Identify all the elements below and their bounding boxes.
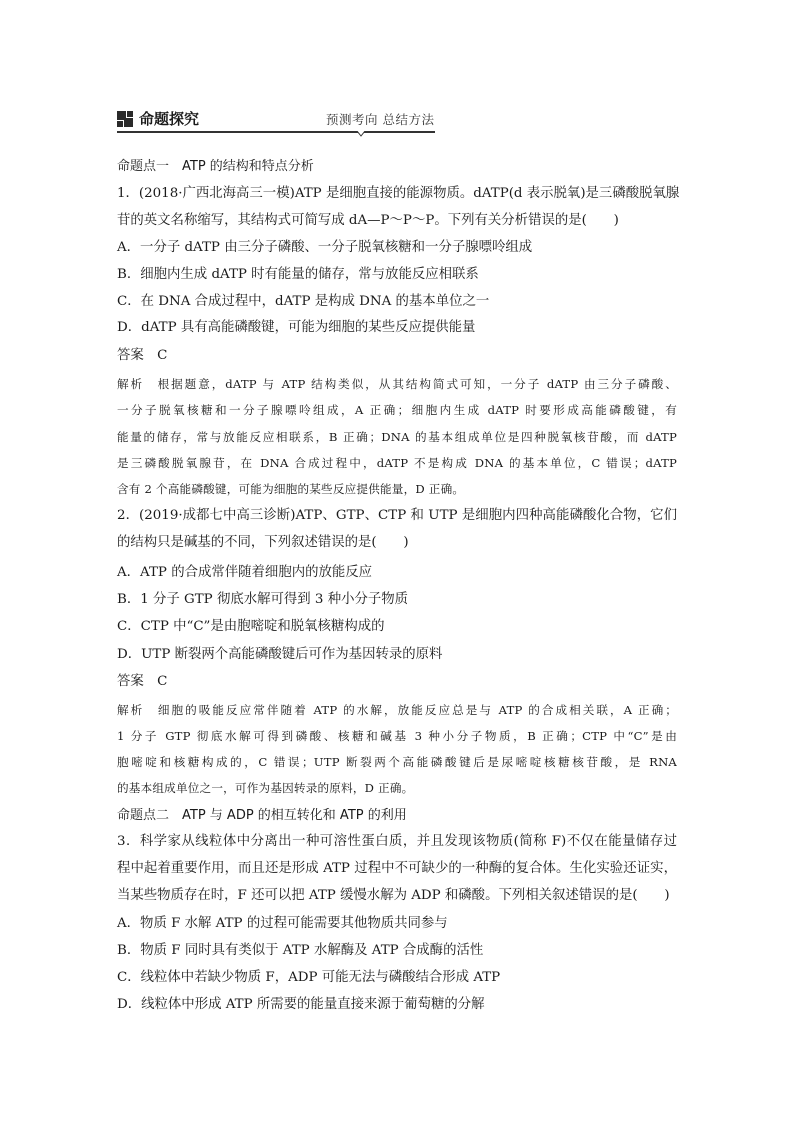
line-q1D: D．dATP 具有高能磷酸键，可能为细胞的某些反应提供能量 <box>117 320 476 335</box>
line-e2d: 的基本组成单位之一，可作为基因转录的原料，D 正确。 <box>117 781 414 795</box>
header-block-icon <box>117 111 133 127</box>
line-q3A: A．物质 F 水解 ATP 的过程可能需要其他物质共同参与 <box>117 916 448 931</box>
line-q2b: 的结构只是碱基的不同，下列叙述错误的是( ) <box>117 535 409 550</box>
line-q1b: 苷的英文名称缩写，其结构式可简写成 dA—P～P～P。下列有关分析错误的是( ) <box>117 213 619 228</box>
line-e2a: 解析 细胞的吸能反应常伴随着 ATP 的水解，放能反应总是与 ATP 的合成相关联，A 正确； <box>117 703 677 717</box>
line-q2a: 2．(2019·成都七中高三诊断)ATP、GTP、CTP 和 UTP 是细胞内四种高能磷酸化合物，它们 <box>117 508 677 523</box>
line-e2c: 胞嘧啶和核糖构成的，C 错误；UTP 断裂两个高能磷酸键后是尿嘧啶核糖核苷酸，是 RNA <box>117 755 677 769</box>
line-q2C: C．CTP 中“C”是由胞嘧啶和脱氧核糖构成的 <box>117 619 385 634</box>
line-a1: 答案 C <box>117 348 168 363</box>
line-q2A: A．ATP 的合成常伴随着细胞内的放能反应 <box>117 565 373 580</box>
line-q3D: D．线粒体中形成 ATP 所需要的能量直接来源于葡萄糖的分解 <box>117 997 485 1012</box>
line-e1a: 解析 根据题意，dATP 与 ATP 结构类似，从其结构简式可知，一分子 dATP 由三分子磷酸、 <box>117 377 677 391</box>
line-e1d: 是三磷酸脱氧腺苷，在 DNA 合成过程中，dATP 不是构成 DNA 的基本单位，C 错误；dATP <box>117 456 677 470</box>
line-e1c: 能量的储存，常与放能反应相联系，B 正确；DNA 的基本组成单位是四种脱氧核苷酸，而 dATP <box>117 430 677 444</box>
line-q1A: A．一分子 dATP 由三分子磷酸、一分子脱氧核糖和一分子腺嘌呤组成 <box>117 240 533 255</box>
header-rule <box>117 131 435 133</box>
line-q2D: D．UTP 断裂两个高能磷酸键后可作为基因转录的原料 <box>117 647 443 662</box>
line-a2: 答案 C <box>117 674 168 689</box>
line-q1B: B．细胞内生成 dATP 时有能量的储存，常与放能反应相联系 <box>117 267 479 282</box>
section-header <box>117 108 435 134</box>
line-q3c: 当某些物质存在时，F 还可以把 ATP 缓慢水解为 ADP 和磷酸。下列相关叙述错误的是( ) <box>117 888 670 903</box>
header-subtitle: 预测考向 总结方法 <box>326 112 435 127</box>
header-title: 命题探究 <box>139 110 200 128</box>
line-q1a: 1．(2018·广西北海高三一模)ATP 是细胞直接的能源物质。dATP(d 表示脱氧)是三磷酸脱氧腺 <box>117 186 680 201</box>
line-q3b: 程中起着重要作用，而且还是形成 ATP 过程中不可缺少的一种酶的复合体。生化实验还证实， <box>117 861 677 876</box>
line-q2B: B．1 分子 GTP 彻底水解可得到 3 种小分子物质 <box>117 592 409 607</box>
line-q1C: C．在 DNA 合成过程中，dATP 是构成 DNA 的基本单位之一 <box>117 294 490 309</box>
header-rule-notch <box>357 131 365 137</box>
line-e1e: 含有 2 个高能磷酸键，可能为细胞的某些反应提供能量，D 正确。 <box>117 482 465 496</box>
line-q3B: B．物质 F 同时具有类似于 ATP 水解酶及 ATP 合成酶的活性 <box>117 943 484 958</box>
line-s1: 命题点一 ATP 的结构和特点分析 <box>117 159 314 174</box>
line-q3C: C．线粒体中若缺少物质 F，ADP 可能无法与磷酸结合形成 ATP <box>117 970 501 985</box>
line-e1b: 一分子脱氧核糖和一分子腺嘌呤组成，A 正确；细胞内生成 dATP 时要形成高能磷酸键，有 <box>117 403 677 417</box>
line-q3a: 3．科学家从线粒体中分离出一种可溶性蛋白质，并且发现该物质(简称 F)不仅在能量储存过 <box>117 834 677 849</box>
line-s2: 命题点二 ATP 与 ADP 的相互转化和 ATP 的利用 <box>117 808 407 823</box>
line-e2b: 1 分子 GTP 彻底水解可得到磷酸、核糖和碱基 3 种小分子物质，B 正确；CTP 中“C”是由 <box>117 729 677 743</box>
